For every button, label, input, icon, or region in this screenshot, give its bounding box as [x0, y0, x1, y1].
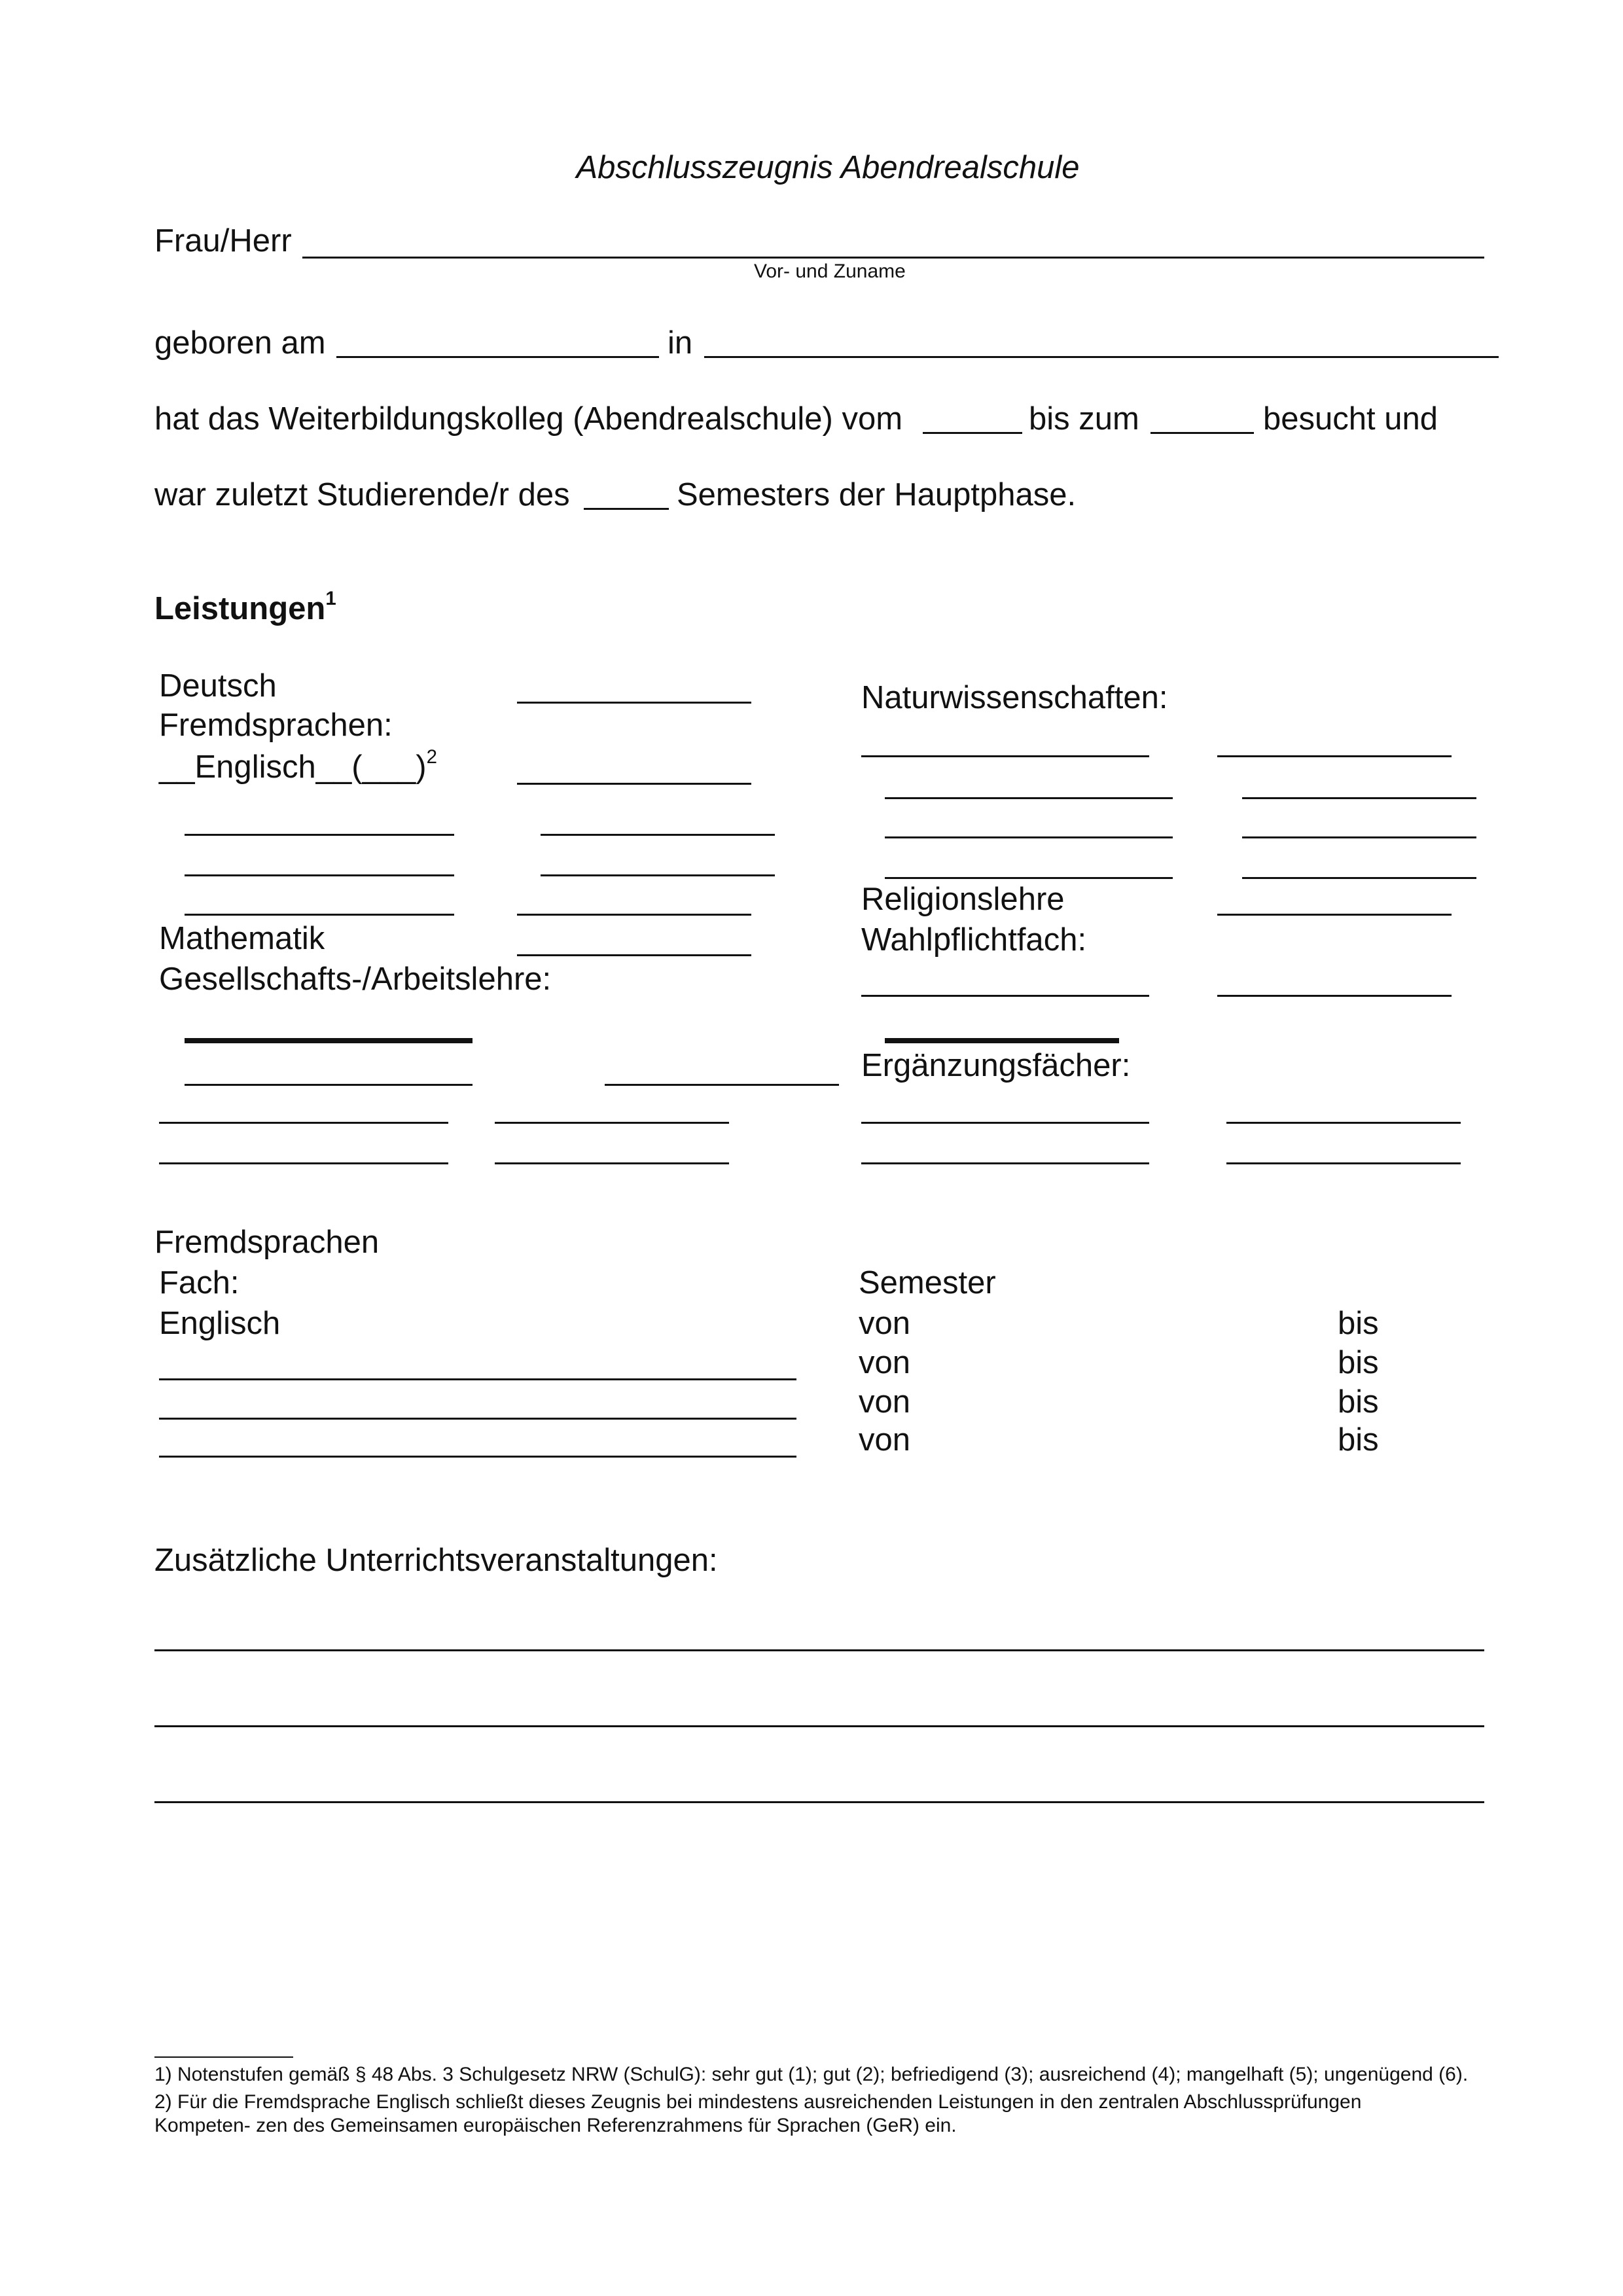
footnote-mark-2: 2: [426, 745, 437, 768]
nw-subject-field[interactable]: [885, 836, 1173, 838]
subject-mathematik: Mathematik: [159, 921, 325, 956]
extra-grade-field[interactable]: [517, 914, 751, 916]
ergaenzung-subject-field[interactable]: [861, 1122, 1149, 1124]
nw-subject-field[interactable]: [885, 877, 1173, 879]
extra-grade-field[interactable]: [541, 874, 775, 876]
birth-date-label: geboren am: [154, 325, 326, 361]
nw-subject-field[interactable]: [885, 797, 1173, 799]
footnote-2-cont: Kompeten- zen des Gemeinsamen europäischen Referenzrahmens für Sprachen (GeR) ein.: [154, 2115, 957, 2136]
wahlpflicht-extra-field[interactable]: [885, 1038, 1119, 1043]
fach-field[interactable]: [159, 1418, 796, 1420]
extra-subject-field[interactable]: [185, 914, 454, 916]
attendance-text: hat das Weiterbildungskolleg (Abendrealschule) vom: [154, 401, 903, 437]
ergaenzung-grade-field[interactable]: [1226, 1122, 1461, 1124]
footnote-2: 2) Für die Fremdsprache Englisch schließt dieses Zeugnis bei mindestens ausreichenden Leistungen in den zentralen Abschlussprüfungen: [154, 2091, 1362, 2113]
fach-field[interactable]: [159, 1378, 796, 1380]
subject-englisch-text: __Englisch__(___): [159, 749, 427, 785]
subject-naturwissenschaften: Naturwissenschaften:: [861, 680, 1168, 715]
semester-field[interactable]: [584, 508, 669, 510]
nw-subject-field[interactable]: [861, 755, 1149, 757]
bis-label: bis: [1338, 1384, 1379, 1420]
subject-fremdsprachen: Fremdsprachen:: [159, 708, 393, 743]
nw-grade-field[interactable]: [1242, 836, 1476, 838]
extra-grade-field[interactable]: [495, 1122, 729, 1124]
wahlpflicht-grade-field[interactable]: [1217, 995, 1452, 997]
fach-field[interactable]: [159, 1456, 796, 1458]
ergaenzung-grade-field[interactable]: [1226, 1162, 1461, 1164]
subject-religion: Religionslehre: [861, 882, 1065, 917]
grade-mathematik-field[interactable]: [517, 954, 751, 956]
attendance-tail: besucht und: [1263, 401, 1438, 437]
semester-tail: Semesters der Hauptphase.: [677, 477, 1077, 512]
von-label: von: [859, 1306, 911, 1341]
leistungen-heading: [154, 587, 336, 626]
footnote-mark-1: 1: [325, 587, 336, 609]
grade-englisch-field[interactable]: [517, 783, 751, 785]
extra-grade-field[interactable]: [541, 834, 775, 836]
extra-subject-field[interactable]: [185, 874, 454, 876]
zusaetzlich-field[interactable]: [154, 1725, 1484, 1727]
zusaetzlich-heading: Zusätzliche Unterrichtsveranstaltungen:: [154, 1543, 718, 1578]
grade-deutsch-field[interactable]: [517, 702, 751, 704]
fremdsprachen-heading: Fremdsprachen: [154, 1225, 380, 1260]
ergaenzung-subject-field[interactable]: [861, 1162, 1149, 1164]
von-label: von: [859, 1345, 911, 1380]
gesellschaft-subject-field[interactable]: [185, 1038, 473, 1043]
attendance-from-field[interactable]: [923, 432, 1022, 434]
attendance-bis-zum: bis zum: [1029, 401, 1139, 437]
extra-subject-field[interactable]: [159, 1122, 448, 1124]
birth-date-field[interactable]: [336, 356, 659, 358]
gesellschaft-grade-field[interactable]: [605, 1084, 839, 1086]
name-caption: Vor- und Zuname: [754, 260, 906, 282]
attendance-to-field[interactable]: [1150, 432, 1254, 434]
semester-label: Semester: [859, 1265, 996, 1300]
fach-label: Fach:: [159, 1265, 240, 1300]
leistungen-heading-text: Leistungen: [154, 591, 326, 626]
birth-place-field[interactable]: [704, 356, 1499, 358]
subject-deutsch: Deutsch: [159, 668, 277, 704]
zusaetzlich-field[interactable]: [154, 1649, 1484, 1651]
document-title: Abschlusszeugnis Abendrealschule: [576, 150, 1080, 185]
fach-englisch: Englisch: [159, 1306, 281, 1341]
footnote-1: 1) Notenstufen gemäß § 48 Abs. 3 Schulgesetz NRW (SchulG): sehr gut (1); gut (2); befriedigend (3); ausreichend (4); mangelhaft (5); ungenügend (6).: [154, 2064, 1469, 2085]
subject-ergaenzung: Ergänzungsfächer:: [861, 1048, 1131, 1083]
bis-label: bis: [1338, 1306, 1379, 1341]
von-label: von: [859, 1384, 911, 1420]
name-field[interactable]: [302, 257, 1484, 259]
footnote-separator: [154, 2056, 293, 2058]
bis-label: bis: [1338, 1422, 1379, 1458]
wahlpflicht-subject-field[interactable]: [861, 995, 1149, 997]
gesellschaft-subject-field[interactable]: [185, 1084, 473, 1086]
subject-gesellschaft: Gesellschafts-/Arbeitslehre:: [159, 961, 552, 997]
zusaetzlich-field[interactable]: [154, 1801, 1484, 1803]
von-label: von: [859, 1422, 911, 1458]
nw-grade-field[interactable]: [1242, 877, 1476, 879]
subject-wahlpflicht: Wahlpflichtfach:: [861, 922, 1087, 958]
extra-subject-field[interactable]: [159, 1162, 448, 1164]
nw-grade-field[interactable]: [1217, 755, 1452, 757]
subject-englisch: [159, 745, 437, 785]
semester-text: war zuletzt Studierende/r des: [154, 477, 570, 512]
birth-place-label: in: [668, 325, 693, 361]
nw-grade-field[interactable]: [1242, 797, 1476, 799]
grade-religion-field[interactable]: [1217, 914, 1452, 916]
extra-grade-field[interactable]: [495, 1162, 729, 1164]
extra-subject-field[interactable]: [185, 834, 454, 836]
name-label: Frau/Herr: [154, 223, 292, 259]
bis-label: bis: [1338, 1345, 1379, 1380]
